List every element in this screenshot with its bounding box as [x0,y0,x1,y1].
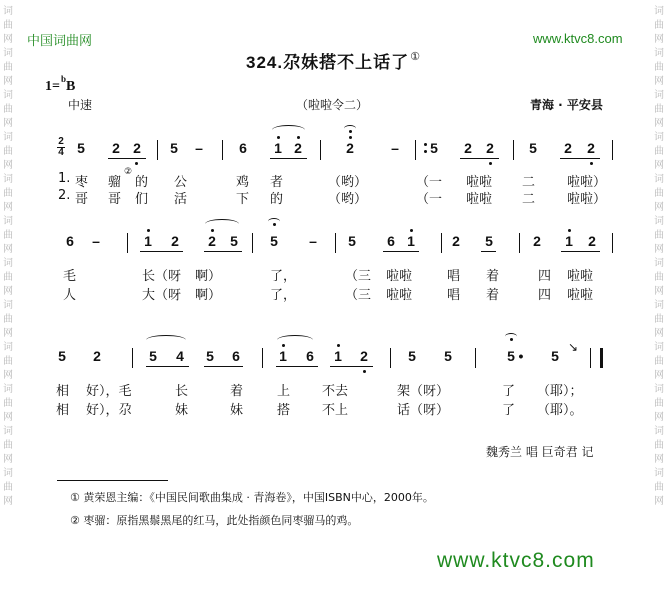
song-title: 尕妹搭不上话了 [283,53,410,73]
watermark-glyph: 网 [654,454,664,465]
jianpu-note: 2 [208,233,216,249]
jianpu-note: 2 [346,140,354,156]
watermark-glyph: 词 [3,48,13,59]
watermark-glyph: 曲 [654,398,664,409]
lyric-syllable: 着 [486,269,500,284]
lyric-syllable: 啦啦 [386,269,413,284]
watermark-glyph: 词 [3,132,13,143]
lyric-syllable: 的 [135,175,149,190]
watermark-glyph: 曲 [3,482,13,493]
jianpu-note: 2 [360,348,368,364]
lyric-syllable: 了 [502,403,516,418]
watermark-glyph: 曲 [3,440,13,451]
watermark-glyph: 曲 [3,188,13,199]
octave-dot [211,229,214,232]
jianpu-note: 1 [407,233,415,249]
lyric-syllable: 长（呀 [142,269,182,284]
site-name: 中国词曲网 [27,34,93,49]
jianpu-note: 5 [529,140,537,156]
octave-dot [277,136,280,139]
watermark-glyph: 曲 [654,272,664,283]
watermark-glyph: 词 [654,468,664,479]
jianpu-note: 2 [452,233,460,249]
watermark-glyph: 词 [654,6,664,17]
watermark-glyph: 曲 [3,356,13,367]
jianpu-note: 2 [588,233,596,249]
watermark-glyph: 网 [3,118,13,129]
lyric-syllable: 了 [502,384,516,399]
eighth-underline [146,366,189,367]
lyric-syllable: 的 [270,192,284,207]
lyric-syllable: 搭 [277,403,291,418]
watermark-glyph: 网 [3,244,13,255]
octave-dot [135,162,138,165]
subtitle: （啦啦令二） [296,98,369,112]
right-watermark [652,6,666,510]
site-url-top: www.ktvc8.com [533,31,623,46]
watermark-glyph: 网 [3,412,13,423]
jianpu-note: – [195,140,203,156]
jianpu-note: 5 [444,348,452,364]
watermark-glyph: 词 [654,132,664,143]
eighth-underline [561,251,600,252]
title-footnote-mark: ① [410,50,421,63]
key-prefix: 1= [45,79,60,94]
watermark-glyph: 网 [654,34,664,45]
jianpu-note: 1 [279,348,287,364]
lyric-syllable: 长 [175,384,189,399]
jianpu-note: – [391,140,399,156]
jianpu-note: 5 [430,140,438,156]
jianpu-note: 6 [387,233,395,249]
watermark-glyph: 网 [654,202,664,213]
jianpu-note: 5 [270,233,278,249]
time-signature-numerator: 2 [58,136,64,147]
eighth-underline [108,158,146,159]
eighth-underline [330,366,373,367]
watermark-glyph: 词 [3,6,13,17]
watermark-glyph: 曲 [3,62,13,73]
watermark-glyph: 词 [3,174,13,185]
watermark-glyph: 网 [654,286,664,297]
jianpu-note: 1 [144,233,152,249]
lyric-syllable: 活 [174,192,188,207]
lyric-syllable: 人 [63,288,77,303]
augmentation-dot: • [518,348,524,364]
lyric-syllable: 妹 [175,403,189,418]
watermark-glyph: 曲 [654,440,664,451]
octave-dot [337,344,340,347]
slur-mark [277,335,313,345]
jianpu-note: 6 [306,348,314,364]
performer-credits: 魏秀兰 唱 巨奇君 记 [486,445,594,459]
jianpu-note: 5 [348,233,356,249]
octave-dot [297,136,300,139]
watermark-glyph: 曲 [654,20,664,31]
lyric-syllable: （三 [345,288,372,303]
footnote-divider [57,480,168,481]
barline [335,233,336,253]
lyric-row-1-verse-2 [0,188,667,206]
watermark-glyph: 网 [3,202,13,213]
jianpu-note: 1 [565,233,573,249]
repeat-dot [424,150,427,153]
barline [612,233,613,253]
watermark-glyph: 曲 [654,230,664,241]
watermark-glyph: 曲 [3,146,13,157]
jianpu-note: 2 [133,140,141,156]
lyric-syllable: （一 [416,192,443,207]
eighth-underline [560,158,600,159]
lyric-syllable: 上 [277,384,291,399]
lyric-syllable: （哟） [328,175,368,190]
watermark-glyph: 曲 [654,356,664,367]
lyric-syllable: 四 [538,288,552,303]
watermark-glyph: 网 [3,286,13,297]
octave-dot [147,229,150,232]
lyric-syllable: 啦啦 [386,288,413,303]
slur-mark [205,219,239,229]
watermark-glyph: 曲 [654,188,664,199]
watermark-glyph: 曲 [654,314,664,325]
lyric-syllable: ② [124,167,133,177]
jianpu-note: 2 [587,140,595,156]
barline [157,140,158,160]
lyric-syllable: 们 [135,192,149,207]
lyric-row-3-verse-1 [0,380,667,398]
fermata-dot [349,130,352,133]
octave-dot [410,229,413,232]
lyric-syllable: （一 [416,175,443,190]
lyric-syllable: 好），尕 [86,403,132,418]
barline [590,348,591,368]
jianpu-note: 5 [485,233,493,249]
lyric-syllable: （哟） [328,192,368,207]
jianpu-note: 5 [507,348,515,364]
eighth-underline [204,251,242,252]
lyric-syllable: 者 [270,175,284,190]
key-signature [45,74,75,95]
lyric-syllable: 啦啦 [567,288,594,303]
key-flat: b [60,74,66,84]
watermark-glyph: 词 [3,384,13,395]
barline [441,233,442,253]
watermark-glyph: 曲 [3,398,13,409]
watermark-glyph: 词 [654,342,664,353]
footnote-1: ① 黄荣恩主编：《中国民间歌曲集成 · 青海卷》，中国ISBN中心，2000年。 [70,491,434,504]
watermark-glyph: 网 [3,454,13,465]
jianpu-note: 2 [486,140,494,156]
repeat-dot [424,143,427,146]
jianpu-note: 5 [149,348,157,364]
watermark-glyph: 词 [3,342,13,353]
final-barline [600,348,603,368]
lyric-row-2-verse-1 [0,265,667,283]
octave-dot [489,162,492,165]
watermark-glyph: 词 [654,48,664,59]
lyric-syllable: （耶）； [537,384,583,399]
lyric-syllable: 鸡 [236,175,250,190]
jianpu-note: – [309,233,317,249]
jianpu-note: 2 [93,348,101,364]
key-note: B [66,79,76,94]
watermark-glyph: 网 [654,118,664,129]
watermark-glyph: 曲 [3,104,13,115]
lyric-syllable: 话（呀） [397,403,450,418]
lyric-row-2-verse-2 [0,284,667,302]
jianpu-note: 5 [408,348,416,364]
eighth-underline [140,251,183,252]
lyric-syllable: 了， [270,288,297,303]
jianpu-note: 1 [274,140,282,156]
watermark-glyph: 曲 [654,482,664,493]
lyric-syllable: 相 [56,403,70,418]
jianpu-note: 6 [232,348,240,364]
lyric-syllable: 枣 [75,175,89,190]
octave-dot [568,229,571,232]
lyric-syllable: 好），毛 [86,384,132,399]
eighth-underline [204,366,243,367]
watermark-glyph: 网 [654,76,664,87]
barline [222,140,223,160]
watermark-glyph: 网 [3,160,13,171]
lyric-syllable: 架（呀） [397,384,450,399]
lyric-syllable: 唱 [447,269,461,284]
watermark-glyph: 曲 [3,230,13,241]
watermark-glyph: 词 [654,300,664,311]
barline [127,233,128,253]
jianpu-note: 5 [206,348,214,364]
lyric-syllable: 下 [236,192,250,207]
jianpu-note: 5 [170,140,178,156]
lyric-syllable: （三 [345,269,372,284]
lyric-syllable: 1. [58,171,71,186]
watermark-glyph: 网 [3,34,13,45]
barline [132,348,133,368]
watermark-glyph: 词 [654,174,664,185]
lyric-syllable: 着 [230,384,244,399]
lyric-syllable: 啦啦 [466,192,493,207]
lyric-syllable: 不去 [322,384,349,399]
lyric-syllable: 公 [174,175,188,190]
jianpu-note: 1 [334,348,342,364]
breath-arrow: ↘ [567,340,579,354]
jianpu-note: 2 [533,233,541,249]
jianpu-note: 5 [77,140,85,156]
lyric-row-3-verse-2 [0,399,667,417]
barline [320,140,321,160]
lyric-syllable: 了， [270,269,297,284]
lyric-syllable: 啊） [195,269,222,284]
fermata-dot [273,223,276,226]
watermark-glyph: 曲 [654,104,664,115]
left-watermark [1,6,15,510]
jianpu-note: 5 [551,348,559,364]
watermark-glyph: 网 [3,496,13,507]
lyric-syllable: （耶）。 [537,403,583,418]
lyric-syllable: 啦啦） [567,175,607,190]
lyric-syllable: 啊） [195,288,222,303]
watermark-glyph: 网 [3,370,13,381]
watermark-glyph: 网 [3,328,13,339]
lyric-syllable: 二 [522,175,536,190]
watermark-glyph: 词 [3,90,13,101]
eighth-underline [270,158,307,159]
octave-dot [349,136,352,139]
eighth-underline [460,158,499,159]
octave-dot [363,370,366,373]
jianpu-note: 6 [66,233,74,249]
eighth-underline [383,251,419,252]
watermark-glyph: 曲 [3,272,13,283]
page-title [0,48,667,73]
watermark-glyph: 词 [3,258,13,269]
site-url-bottom: www.ktvc8.com [437,549,595,572]
slur-mark [146,335,186,345]
jianpu-note: 5 [230,233,238,249]
watermark-glyph: 词 [654,384,664,395]
watermark-glyph: 曲 [3,20,13,31]
barline [475,348,476,368]
time-signature [56,137,66,158]
lyric-row-1-verse-1 [0,167,667,190]
watermark-glyph: 词 [654,216,664,227]
lyric-syllable: 2. [58,188,71,203]
watermark-glyph: 词 [3,426,13,437]
fermata-dot [510,338,513,341]
lyric-syllable: 着 [486,288,500,303]
jianpu-note: 5 [58,348,66,364]
watermark-glyph: 词 [654,90,664,101]
watermark-glyph: 词 [654,426,664,437]
lyric-syllable: 四 [538,269,552,284]
watermark-glyph: 词 [654,258,664,269]
lyric-syllable: 唱 [447,288,461,303]
jianpu-note: 2 [112,140,120,156]
barline [252,233,253,253]
barline [513,140,514,160]
slur-mark [272,125,305,135]
barline [390,348,391,368]
lyric-syllable: 毛 [63,269,77,284]
score-row-1 [0,136,667,164]
lyric-syllable: 啦啦 [567,269,594,284]
eighth-underline [276,366,318,367]
watermark-glyph: 词 [3,216,13,227]
watermark-glyph: 网 [654,370,664,381]
barline [262,348,263,368]
watermark-glyph: 网 [654,244,664,255]
lyric-syllable: 妹 [230,403,244,418]
barline [415,140,416,160]
lyric-syllable: 啦啦 [466,175,493,190]
jianpu-note: 2 [294,140,302,156]
time-signature-denominator: 4 [58,147,64,158]
lyric-syllable: 大（呀 [142,288,182,303]
watermark-glyph: 曲 [3,314,13,325]
jianpu-note: 2 [171,233,179,249]
region: 青海 · 平安县 [530,98,603,112]
score-row-2 [0,233,667,257]
watermark-glyph: 网 [654,328,664,339]
lyric-syllable: 啦啦） [567,192,607,207]
watermark-glyph: 曲 [654,146,664,157]
barline [612,140,613,160]
jianpu-note: 2 [464,140,472,156]
watermark-glyph: 网 [3,76,13,87]
footnote-2: ② 枣骝：原指黑鬃黑尾的红马，此处指颜色同枣骝马的鸡。 [70,514,359,527]
lyric-syllable: 二 [522,192,536,207]
barline [519,233,520,253]
watermark-glyph: 词 [3,468,13,479]
watermark-glyph: 网 [654,160,664,171]
jianpu-note: 2 [564,140,572,156]
lyric-syllable: 哥 [75,192,89,207]
octave-dot [590,162,593,165]
tempo-marking: 中速 [68,98,93,112]
jianpu-note: 6 [239,140,247,156]
song-number: 324. [246,53,284,72]
watermark-glyph: 曲 [654,62,664,73]
lyric-syllable: 哥 [108,192,122,207]
lyric-syllable: 不上 [322,403,349,418]
jianpu-note: – [92,233,100,249]
lyric-syllable: 相 [56,384,70,399]
watermark-glyph: 词 [3,300,13,311]
lyric-syllable: 骝 [108,175,122,190]
watermark-glyph: 网 [654,412,664,423]
eighth-underline [481,251,496,252]
score-row-3 [0,340,667,372]
watermark-glyph: 网 [654,496,664,507]
jianpu-note: 4 [176,348,184,364]
